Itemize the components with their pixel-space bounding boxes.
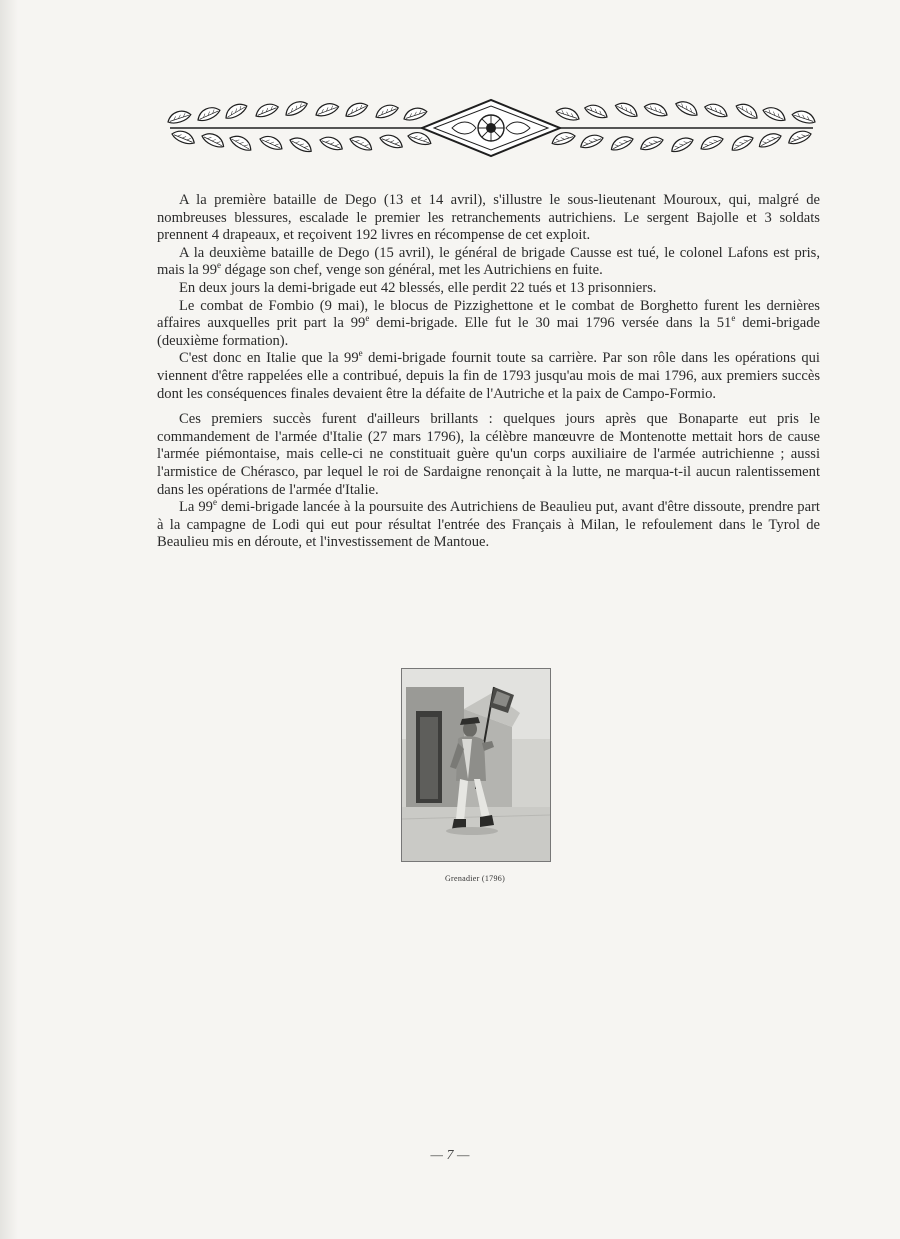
- paragraph: [157, 499, 820, 552]
- paragraph-text: Le combat de Fombio (9 mai), le blocus de Pizzighettone et le combat de Borghetto furent les dernières affaires auxquelles prit part la 99: [157, 297, 820, 332]
- paragraph-text: La 99: [179, 499, 213, 516]
- superscript: e: [358, 348, 363, 359]
- paragraph-text: demi-brigade. Elle fut le 30 mai 1796 versée dans la 51: [369, 315, 732, 332]
- superscript: e: [365, 313, 370, 324]
- superscript: e: [212, 497, 217, 508]
- page-edge-shadow: [0, 0, 18, 1239]
- paragraph-text: A la deuxième bataille de Dego (15 avril), le général de brigade Causse est tué, le colonel Lafons est pris, mais la 99: [157, 244, 820, 279]
- paragraph-text: demi-brigade (deuxième formation).: [157, 315, 821, 349]
- paragraph-text: En deux jours la demi-brigade eut 42 blessés, elle perdit 22 tués et 13 prisonniers.: [179, 279, 657, 296]
- paragraph: [157, 298, 820, 351]
- paragraph-text: demi-brigade lancée à la poursuite des Autrichiens de Beaulieu put, avant d'être dissoute, prendre part à la campagne de Lodi qui eut pour résultat l'entrée des Français à Milan, le refoulement dans le Tyrol de Beaulieu mis en déroute, et l'investissement de Mantoue.: [157, 499, 820, 551]
- page-number: — 7 —: [430, 1148, 470, 1163]
- paragraph-text: C'est donc en Italie que la 99: [179, 350, 359, 367]
- paragraph: [157, 411, 820, 499]
- paragraph-text: demi-brigade fournit toute sa carrière. Par son rôle dans les opérations qui viennent d'être rappelées elle a contribué, depuis la fin de 1793 jusqu'au mois de mai 1796, aux premiers succès dont les conséquences finales devaient être la défaite de l'Autriche et la paix de Campo-Formio.: [157, 350, 820, 402]
- laurel-ornament: [160, 88, 823, 168]
- paragraph: [157, 245, 820, 280]
- paragraph-text: A la première bataille de Dego (13 et 14 avril), s'illustre le sous-lieutenant Mouroux, qui, malgré de nombreuses blessures, escalade le premier les retranchements autrichiens. Le sergent Bajolle et 3 soldats prennent 4 drapeaux, et reçoivent 192 livres en récompense de cet exploit.: [157, 192, 820, 244]
- paragraph-text: Ces premiers succès furent d'ailleurs brillants : quelques jours après que Bonaparte eut pris le commandement de l'armée d'Italie (27 mars 1796), la célèbre manœuvre de Montenotte mettait hors de cause l'armée piémontaise, mais celle-ci ne constituait guère qu'un corps auxiliaire de l'armée autrichienne ; aussi l'armistice de Chérasco, par lequel le roi de Sardaigne renonçait à la lutte, ne marqua-t-il aucun ralentissement dans les opérations de l'armée d'Italie.: [157, 411, 820, 498]
- paragraph: [157, 192, 820, 245]
- superscript: e: [217, 260, 221, 271]
- superscript: e: [731, 313, 736, 324]
- grenadier-illustration: [401, 668, 551, 862]
- body-text: [157, 192, 820, 552]
- paragraph: [157, 280, 820, 298]
- paragraph-text: dégage son chef, venge son général, met les Autrichiens en fuite.: [221, 262, 603, 279]
- paragraph: [157, 350, 820, 403]
- figure-caption: Grenadier (1796): [444, 874, 506, 883]
